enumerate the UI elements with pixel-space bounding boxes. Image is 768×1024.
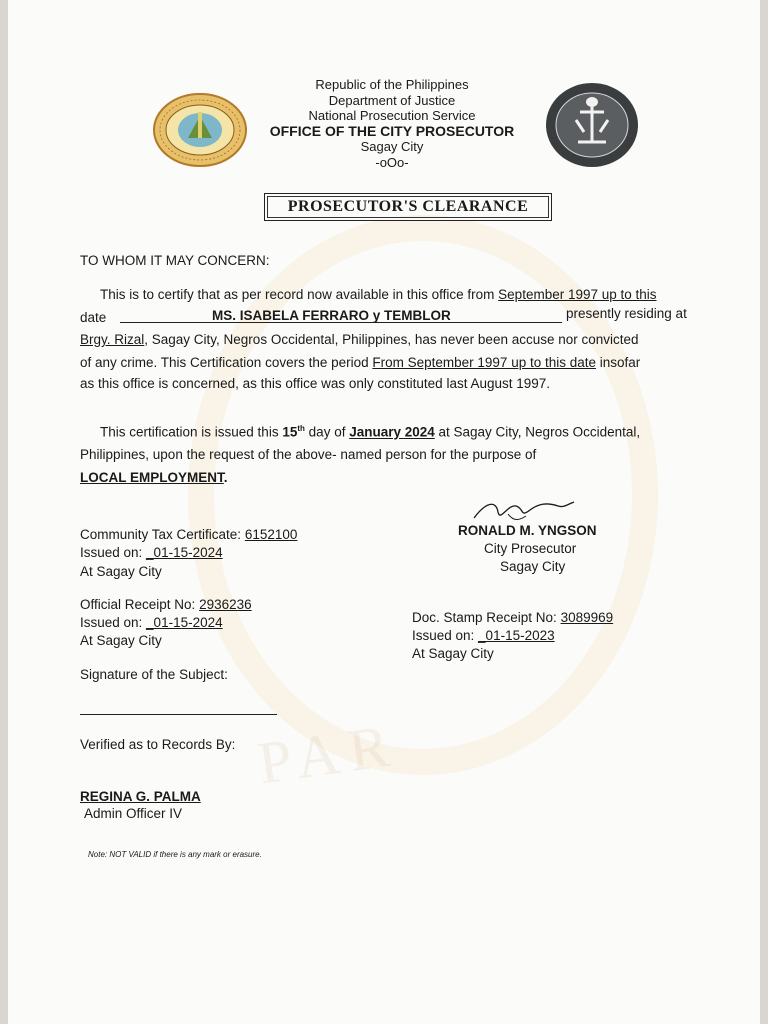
ctc-label: Community Tax Certificate:: [80, 527, 245, 542]
paragraph1-line3: [80, 332, 639, 347]
verified-label: Verified as to Records By:: [80, 737, 236, 752]
subject-name: MS. ISABELA FERRARO y TEMBLOR: [212, 308, 451, 323]
prosecutor-signature: [468, 496, 578, 526]
p1-line3: , Sagay City, Negros Occidental, Philippines, has never been accuse nor convicted: [144, 332, 639, 347]
ctc-place: At Sagay City: [80, 564, 162, 579]
receipt-issued-label: Issued on:: [80, 615, 147, 630]
doc-stamp-issued-label: Issued on:: [412, 628, 479, 643]
watermark-text: PAR: [254, 711, 404, 797]
doc-stamp-number: 3089969: [560, 610, 614, 625]
doc-stamp-label: Doc. Stamp Receipt No:: [412, 610, 561, 625]
ctc-issued-date: _01-15-2024: [146, 545, 223, 560]
p2-a: This certification is issued this: [100, 424, 283, 440]
p1-line4a: of any crime. This Certification covers the period: [80, 355, 373, 370]
p2-c: at Sagay City, Negros Occidental,: [434, 424, 641, 440]
p1-line4b: insofar: [596, 355, 641, 370]
verifier-position: Admin Officer IV: [84, 806, 183, 821]
document-page: [8, 0, 760, 1024]
verifier-name: REGINA G. PALMA: [80, 789, 201, 804]
p2-sup: th: [297, 424, 305, 433]
paragraph1-line5: as this office is concerned, as this office was only constituted last August 1997.: [80, 376, 551, 391]
paragraph1-line4: [80, 355, 640, 370]
doc-stamp-place: At Sagay City: [412, 646, 494, 661]
receipt-number: 2936236: [199, 597, 252, 612]
p1-date-word: date: [80, 310, 107, 325]
service-line: National Prosecution Service: [308, 108, 476, 123]
paragraph2-line1: [100, 424, 640, 440]
paragraph1-line1: [100, 287, 657, 302]
p1-residing: presently residing at: [566, 306, 687, 321]
paragraph2-line2: Philippines, upon the request of the above- named person for the purpose of: [80, 447, 537, 462]
republic-line: Republic of the Philippines: [315, 77, 469, 92]
address-brgy: Brgy. Rizal: [80, 332, 145, 347]
salutation: TO WHOM IT MAY CONCERN:: [80, 253, 270, 268]
office-city: Sagay City: [360, 139, 424, 154]
p2-month: January 2024: [349, 424, 435, 440]
receipt-issued-date: _01-15-2024: [146, 615, 223, 630]
purpose-end: .: [223, 470, 228, 485]
doc-stamp-issued-date: _01-15-2023: [478, 628, 555, 643]
receipt-line: [80, 597, 252, 612]
prosecutor-city: Sagay City: [500, 559, 566, 574]
purpose-line: [80, 470, 228, 485]
receipt-place: At Sagay City: [80, 633, 162, 648]
letterhead: [8, 77, 760, 170]
receipt-label: Official Receipt No:: [80, 597, 200, 612]
receipt-issued: [80, 615, 223, 630]
doc-stamp-issued: [412, 628, 555, 643]
subject-signature-label: Signature of the Subject:: [80, 667, 228, 682]
prosecutor-name: RONALD M. YNGSON: [458, 523, 597, 538]
p1-intro: This is to certify that as per record now available in this office from: [100, 287, 499, 302]
ctc-number: 6152100: [244, 527, 298, 542]
p2-day: 15: [282, 424, 298, 440]
p1-period: From September 1997 up to this date: [372, 355, 597, 370]
ctc-issued-label: Issued on:: [80, 545, 147, 560]
doc-stamp-line: [412, 610, 613, 625]
ctc-line: [80, 527, 297, 542]
department-line: Department of Justice: [328, 92, 456, 108]
subject-signature-line: [80, 714, 277, 715]
office-name: OFFICE OF THE CITY PROSECUTOR: [269, 122, 515, 139]
document-title: PROSECUTOR'S CLEARANCE: [264, 193, 552, 221]
p2-b: day of: [304, 424, 350, 440]
header-ornament: -oOo-: [375, 154, 409, 170]
purpose: LOCAL EMPLOYMENT: [80, 470, 224, 485]
ctc-issued: [80, 545, 223, 560]
p1-from-period: September 1997 up to this: [498, 287, 657, 302]
prosecutor-position: City Prosecutor: [484, 541, 577, 556]
validity-note: Note: NOT VALID if there is any mark or erasure.: [88, 850, 262, 859]
